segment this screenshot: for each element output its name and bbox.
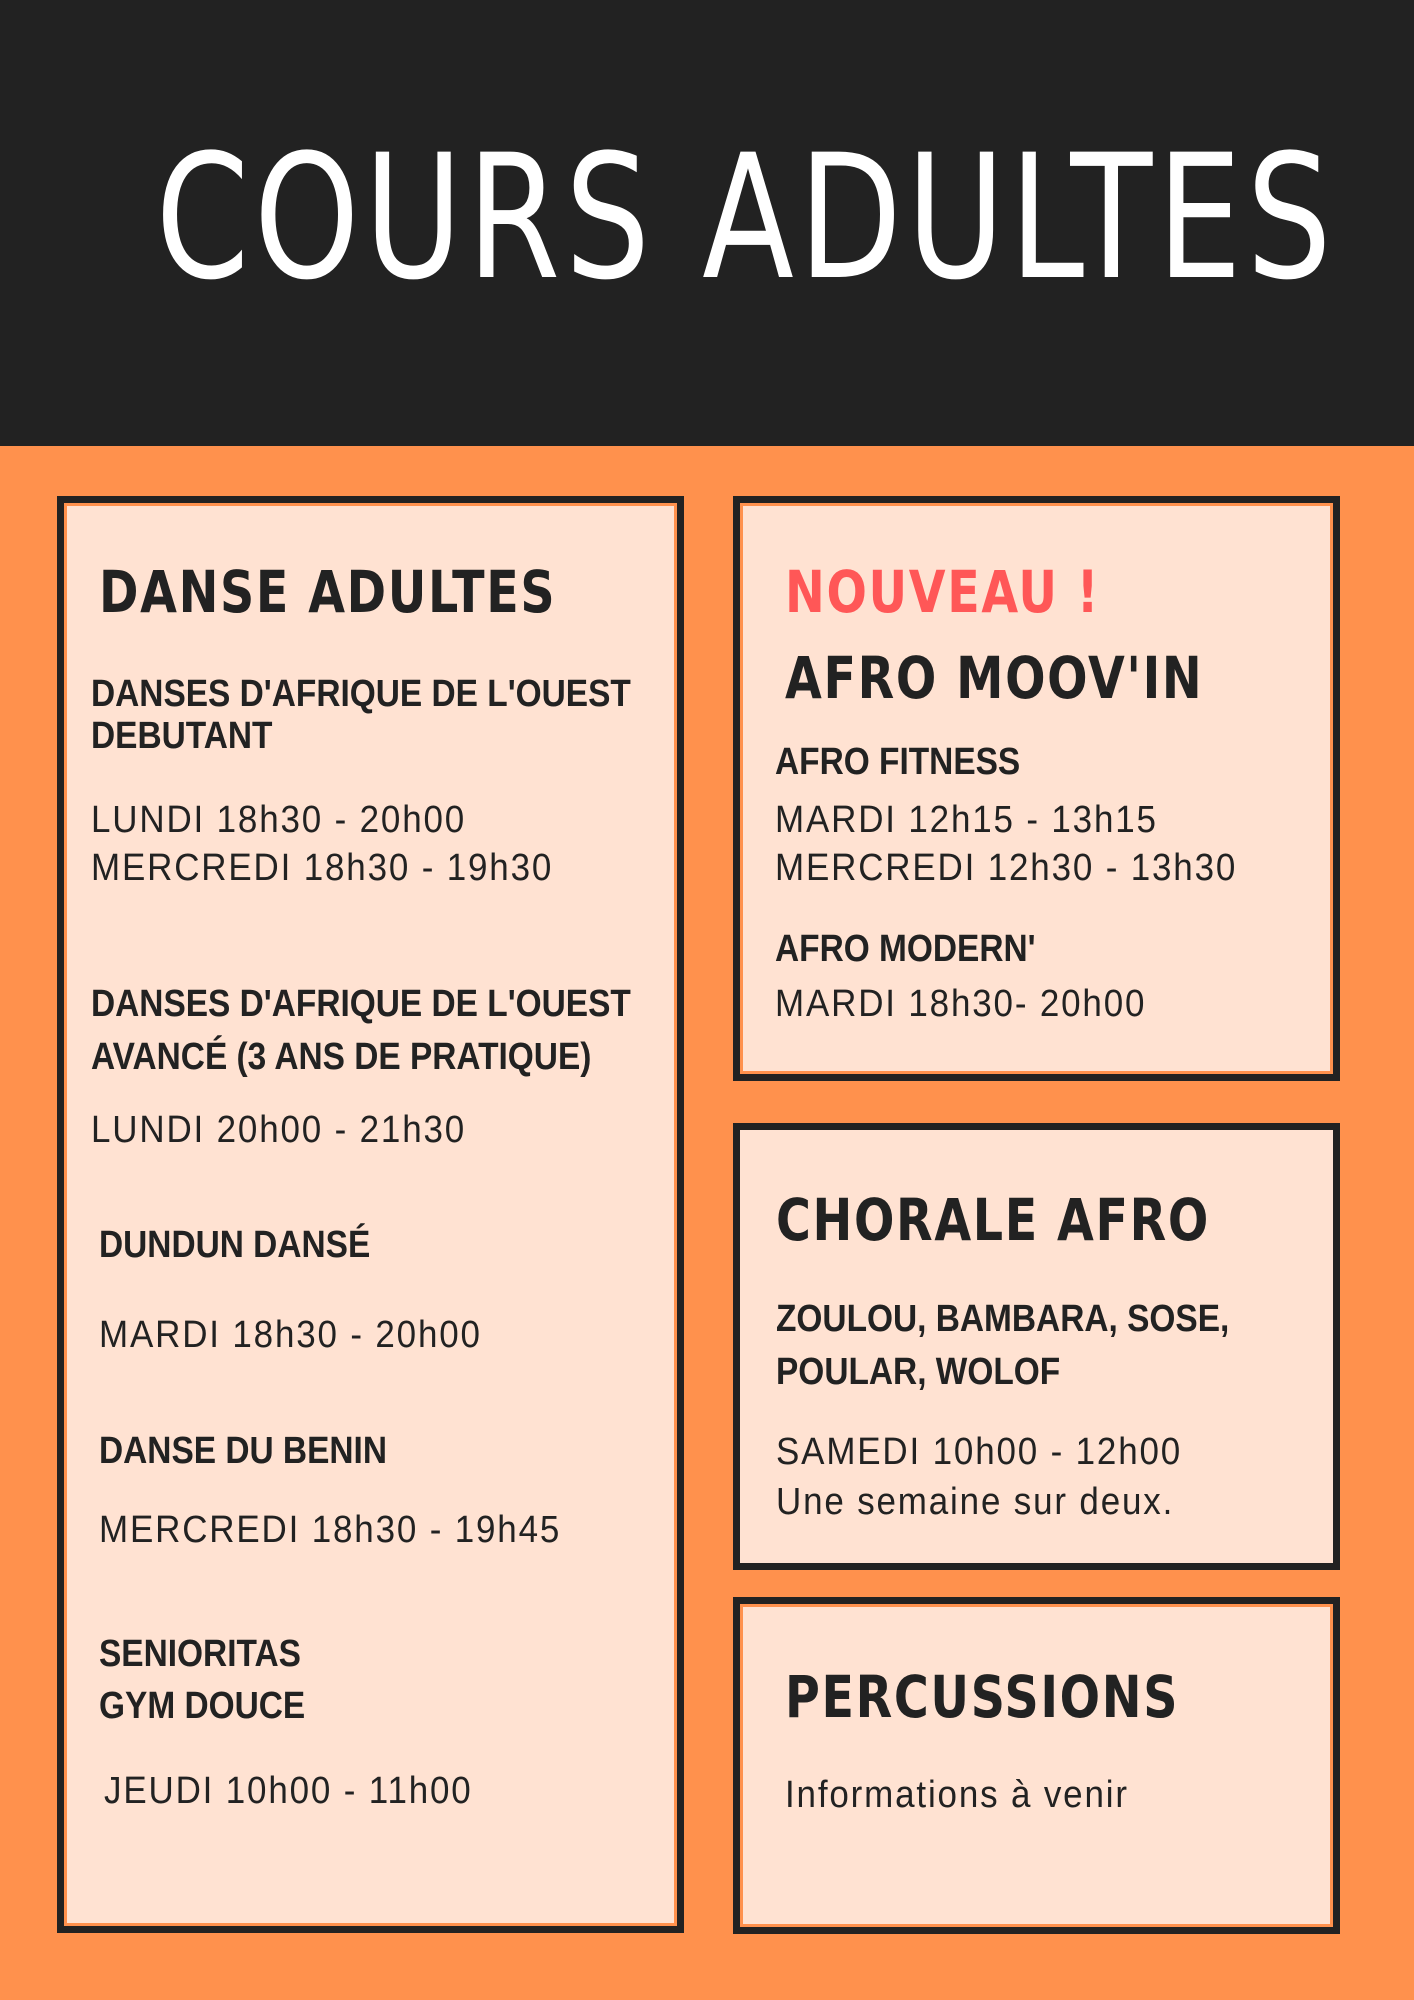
- course-schedule: MERCREDI 18h30 - 19h30: [91, 847, 554, 889]
- course-name: DUNDUN DANSÉ: [99, 1224, 371, 1266]
- page-title: COURS ADULTES: [155, 117, 1337, 318]
- panel-danse-adultes: [57, 496, 684, 1933]
- chorale-languages: POULAR, WOLOF: [776, 1351, 1061, 1393]
- section-title-danse-adultes: DANSE ADULTES: [99, 558, 557, 626]
- course-level: AVANCÉ (3 ANS DE PRATIQUE): [91, 1036, 592, 1078]
- course-schedule: LUNDI 20h00 - 21h30: [91, 1109, 467, 1151]
- course-schedule: MARDI 18h30 - 20h00: [99, 1314, 482, 1356]
- course-name: AFRO MODERN': [775, 928, 1036, 970]
- section-title-afro-moovin: AFRO MOOV'IN: [785, 644, 1204, 712]
- new-badge: NOUVEAU !: [785, 558, 1101, 626]
- course-subtitle: GYM DOUCE: [99, 1685, 306, 1727]
- course-name: SENIORITAS: [99, 1633, 301, 1675]
- chorale-note: Une semaine sur deux.: [776, 1481, 1175, 1523]
- section-title-percussions: PERCUSSIONS: [785, 1663, 1180, 1731]
- section-title-chorale: CHORALE AFRO: [776, 1186, 1210, 1254]
- header-banner: [0, 0, 1414, 446]
- course-name: DANSES D'AFRIQUE DE L'OUEST: [91, 983, 631, 1025]
- course-schedule: MARDI 18h30- 20h00: [775, 983, 1147, 1025]
- course-schedule: LUNDI 18h30 - 20h00: [91, 799, 467, 841]
- chorale-languages: ZOULOU, BAMBARA, SOSE,: [776, 1298, 1230, 1340]
- panel-inner-border: [740, 1604, 1333, 1927]
- panel-afro-moovin: [733, 496, 1340, 1081]
- panel-chorale-afro: [733, 1123, 1340, 1570]
- course-name: DANSES D'AFRIQUE DE L'OUEST: [91, 673, 631, 715]
- course-level: DEBUTANT: [91, 715, 273, 757]
- chorale-schedule: SAMEDI 10h00 - 12h00: [776, 1431, 1183, 1473]
- panel-percussions: [733, 1597, 1340, 1934]
- course-schedule: JEUDI 10h00 - 11h00: [104, 1770, 473, 1812]
- course-schedule: MERCREDI 18h30 - 19h45: [99, 1509, 562, 1551]
- course-schedule: MARDI 12h15 - 13h15: [775, 799, 1158, 841]
- percussions-info: Informations à venir: [785, 1774, 1129, 1816]
- course-name: AFRO FITNESS: [775, 741, 1021, 783]
- course-name: DANSE DU BENIN: [99, 1430, 387, 1472]
- course-schedule: MERCREDI 12h30 - 13h30: [775, 847, 1238, 889]
